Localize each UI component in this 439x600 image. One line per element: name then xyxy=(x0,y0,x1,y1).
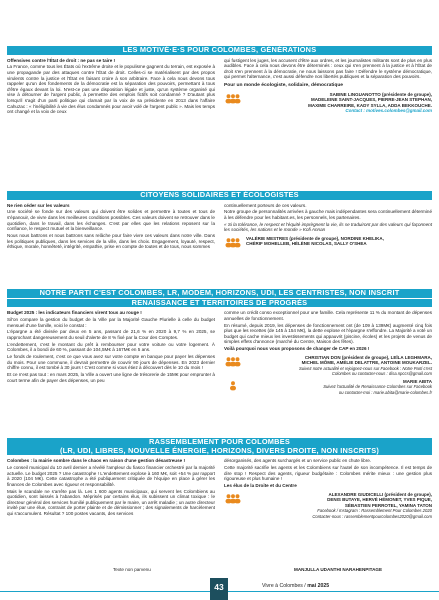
signature-block xyxy=(224,492,432,520)
article-text: L'endettement, c'est le montant du prêt à rembourser pour votre voiture ou votre logement. À Colombes, il a bondi de 60 %, passant de 104,5M€ à 167M€ en 5 ans. xyxy=(7,341,215,353)
signature-names xyxy=(246,379,432,396)
signature-note: Facebook / Instagram : Rassemblement Pour Colombes 2020 xyxy=(317,508,432,514)
signature-line: MADELEINE SAINT-JACQUES, PIERRE-JEAN STEPHAN, xyxy=(310,97,432,103)
section-citoyens xyxy=(7,191,432,251)
article-text: Le fonds de roulement, c'est ce que vous avez sur votre compte en banque pour payer les dépenses du mois. Pour une commune, il devrait permettre de couvrir 90 jours de dépenses. En 2023 dernier chiffre connu, il est tombé à 30 jours ! C'est comme si vous étiez à découvert dès le 10 du mois ! xyxy=(7,354,215,371)
section-rassemblement xyxy=(7,438,432,519)
column-right xyxy=(224,310,432,395)
magazine-footer xyxy=(262,583,329,589)
column-left xyxy=(7,310,215,395)
signature-line: VALÉRIE MESTRES (présidente de groupe), NORDINE KHELIKA, xyxy=(246,235,384,241)
column-left xyxy=(7,203,215,251)
article-text: continuellement porteurs de ces valeurs. xyxy=(224,202,307,208)
signature-block xyxy=(224,355,432,377)
signature-line: MICHEL MÔME, AMÉLIE DELATTRE, ANTOINE MOUKARZEL. xyxy=(301,360,432,366)
section-banner: LES MOTIVÉ·E·S POUR COLOMBES, GÉNÉRATIONS xyxy=(7,46,432,55)
contact-email[interactable]: Contact : motives.colombes@gmail.com xyxy=(345,108,432,114)
signature-line: DENIS BUTAYE, HERVÉ HÉMONET, YVES PIQUE, xyxy=(327,497,432,503)
contact-email[interactable]: Contacter-nous : rassemblementpourcolombes2020@gmail.com xyxy=(312,513,432,519)
article-text: Nous nous battrons et nous battrons sans relâche pour faire vivre ces valeurs dans notre ville. Dans les politiques publiques, dans les services de la ville, dans les choix. Engagement, loyauté, respect, éthique, morale, honnêteté, intégrité, empathie, prise en compte de toutes et de tous, nous sommes xyxy=(7,232,215,250)
signature-block xyxy=(224,379,432,396)
signature-block xyxy=(224,236,432,248)
article-text: Sil'on compare la gestion du budget de la Ville par la Majorité Gauche Plurielle à celle du budget mensuel d'une famille, voici le constat : xyxy=(7,316,215,328)
article-headline: Offensives contre l'État de droit : ne pas se taire ! xyxy=(7,57,116,63)
page-number: 43 xyxy=(210,578,228,600)
article-text: Mais le scandale ne s'arrête pas là. Les 1 600 agents municipaux, qui servent les Colombiens au quotidien, sont laissés à l'abandon. Méprisés par certains élus, ils subissent un climat toxique : le directeur général des services humilié publiquement par le maire, un arrêt maladie ; un autre directeur invité par une élue, contraint de porter plainte et de démissionner ; des signalements de harcèlement qui s'accumulent. Résultat ? 100 postes vacants, des services xyxy=(7,488,215,516)
group-icon xyxy=(224,380,242,391)
article-text: comme un crédit conso exceptionnel pour une famille. Cela représente 11 % du montant de dépenses annuelles de fonctionnement. xyxy=(224,310,432,321)
missing-text-note: Texte non parvenu xyxy=(113,567,151,572)
signature-block xyxy=(224,92,432,114)
column-right xyxy=(224,203,432,251)
signature-note: Suivez l'actualité de Renaissance Colombes sur Facebook xyxy=(323,384,432,390)
column-right xyxy=(224,458,432,519)
column-left xyxy=(7,458,215,519)
section-notre-parti xyxy=(7,289,432,395)
article-text: Cette majorité sacrifie les agents et les Colombiens sur l'autel de son incompétence. Il est temps de dire stop ! Respect des agents, rigueur budgétaire : Colombes mérite mieux : une gestion plus rigoureuse et plus humaine ! xyxy=(224,464,432,482)
signature-names xyxy=(246,92,432,114)
article-tagline: Pour un monde écologiste, solidaire, démocratique xyxy=(224,82,344,88)
signature-line: ALEXANDRE GIUDICELLI (président de groupe), xyxy=(328,491,432,497)
signature-line: CHÉRIF MOHELLEB, HÉLÈNE NICOLAS, SALLY O'SHEA xyxy=(246,241,367,247)
article-text: La France, comme tous les États où l'extrême droite et le populisme gagnent du terrain, est exposée à une propagande par des attaques contre l'État de droit. Celles-ci se matérialisent par des propos virulents contre la justice et l'État en faisant croire à son arbitraire. Face à cela nous devons tous rappeler qu'un des fondements de la démocratie est la séparation des pouvoirs, permettant à tous d'être égaux devant la loi. N'est-ce pas une disposition légale et juste, qu'un système organisé qui vise à détourner de l'argent public, à permettre des emplois fictifs soit condamné ? D'autant plus lorsqu'il s'agit d'un parti politique qui clamait par la voix de sa présidente en 2013 dans l'affaire Cahuzac : « l'inéligibilité à vie des élus condamnés pour avoir volé de l'argent public ». Mais les temps ont changé et la voix de ceux xyxy=(7,64,215,115)
column-right xyxy=(224,58,432,116)
author-name: MANJULLA UDANTHI NARAHENPITAGE xyxy=(294,567,383,572)
section-banner: CITOYENS SOLIDAIRES ET ÉCOLOGISTES xyxy=(7,191,432,200)
signature-line: SÉBASTIEN PERROTEL, YAMINA TATON xyxy=(344,502,432,508)
article-text: L'épargne a été divisée par deux en 5 ans, passant de 21,6 % en 2020 à 9,7 % en 2025, se rapprochant dangereusement du seuil d'alerte de 8 % fixé par la Cour des Comptes. xyxy=(7,329,215,340)
section-motives xyxy=(7,46,432,116)
section-banner: RASSEMBLEMENT POUR COLOMBES xyxy=(7,438,432,447)
article-text: Le conseil municipal du 10 avril dernier a révélé l'ampleur du fiasco financier orchestré par la majorité actuelle. Le budget 2025 ? Une catastrophe ! L'endettement explose à 160 M€, soit +54 % par rapport à 2020 (104 M€). Cette catastrophe a été publiquement critiquée de l'équipe en place à gérer les finances de Colombes avec rigueur et responsabilité. xyxy=(7,464,215,487)
article-tagline: Les élus de la Droite et du Centre xyxy=(224,482,297,488)
signature-note: Suivez notre actualité et rejoignez-nous sur Facebook : Notre Parti c'est xyxy=(298,365,432,371)
signature-names xyxy=(246,492,432,520)
contact-email[interactable]: Colombes ou contacter-nous : disa.npccs@gmail.com xyxy=(331,371,432,377)
article-text: Notre groupe de personnalités arrivées à gauche mais indépendantes sera continuellement déterminé à les défendre pour les habitant.es, les personnels, les partenaires. xyxy=(224,209,432,220)
column-left xyxy=(7,58,215,116)
section-banner: NOTRE PARTI C'EST COLOMBES, LR, MODEM, HORIZONS, UDI, LES CENTRISTES, NON INSCRIT xyxy=(7,289,432,298)
contact-email[interactable]: ou contacter-moi : marie.abita@marie-colombes.fr xyxy=(338,389,432,395)
signature-line: SABINE LINGUANOTTO (présidente de groupe), xyxy=(329,91,432,97)
section-subbanner: RENAISSANCE ET TERRITOIRES DE PROGRÈS xyxy=(7,299,432,308)
signature-names xyxy=(246,236,432,247)
article-quote: « Si la tolérance, le respect et l'équité imprègnent la vie, ils se traduiront par des valeurs qui façonnent les sociétés, les nations et le monde » Kofi Annan xyxy=(224,221,432,233)
signature-line: MARIE ABITA xyxy=(403,378,432,384)
group-icon xyxy=(224,237,242,248)
group-icon xyxy=(224,493,242,504)
article-headline: Colombes : la mairie sombre dans le chaos en raison d'une gestion désastreuse ! xyxy=(7,458,186,464)
magazine-issue: mai 2025 xyxy=(307,583,330,589)
article-text: Une société se fonde sur des valeurs qui doivent être solides et permettre à toutes et tous de s'épanouir, de vivre dans les meilleures conditions possibles. Ces valeurs doivent se retrouver dans le quotidien, dans le travail, dans les échanges. C'est par elles que les relations reposent sur la confiance, le respect mutuel et la bienveillance. xyxy=(7,209,215,232)
group-icon xyxy=(224,93,242,104)
group-icon xyxy=(224,356,242,367)
article-text: Et ce n'est pas tout : en mars 2025, la Ville a ouvert une ligne de trésorerie de 15M€ pour emprunter à court terme afin de payer des dépenses, un peu xyxy=(7,372,215,383)
article-text: qui fustigent les juges, les accusent d'être aux ordres, et les journalistes militants sont de plus en plus audibles. Face à cela nous devons être déterminés : ceux qui s'en prennent à la justice et à l'État de droit s'en prennent à la démocratie, ne nous laissons pas faire ! Défendre le système démocratique, qui permet l'alternance, c'est aussi défendre nos libertés publiques et la séparation des pouvoirs. xyxy=(224,57,432,80)
signature-line: MAXIME CHARREIRE, KADY SYLLA, ADDA BEKKOUCHE. xyxy=(308,102,432,108)
signature-line: CHRISTIAN DON (président de groupe), LEÏLA LEGHMARA, xyxy=(304,354,432,360)
article-text: En résumé, depuis 2019, les dépenses de fonctionnement ont (de 109 à 139M€) augmenté cinq fois plus que les recettes (de 145 à 154 M€), la dette explose et l'épargne s'effondre. La Majorité a voté un budget qui cache mieux les investissements qui appauvrit (piscine, écoles) et les projets de venus de simples effets d'annonce (marché du Centre, Maison des fêtes). xyxy=(224,322,432,345)
article-headline: Ne rien céder sur les valeurs xyxy=(7,202,70,208)
magazine-title: Vivre à Colombes / xyxy=(262,583,306,589)
section-subbanner: (LR, UDI, LIBRES, NOUVELLE ÉNERGIE, HORIZONS, DIVERS DROITE, NON INSCRITS) xyxy=(7,447,432,456)
article-tagline: Voilà pourquoi nous vous proposons de changer de CAP en 2026 ! xyxy=(224,346,370,352)
article-text: désorganisés, des agents surchargés et un service public en chute libre. xyxy=(224,458,372,464)
signature-names xyxy=(246,355,432,377)
article-headline: Budget 2025 : les indicateurs financiers virent tous au rouge ! xyxy=(7,310,142,316)
